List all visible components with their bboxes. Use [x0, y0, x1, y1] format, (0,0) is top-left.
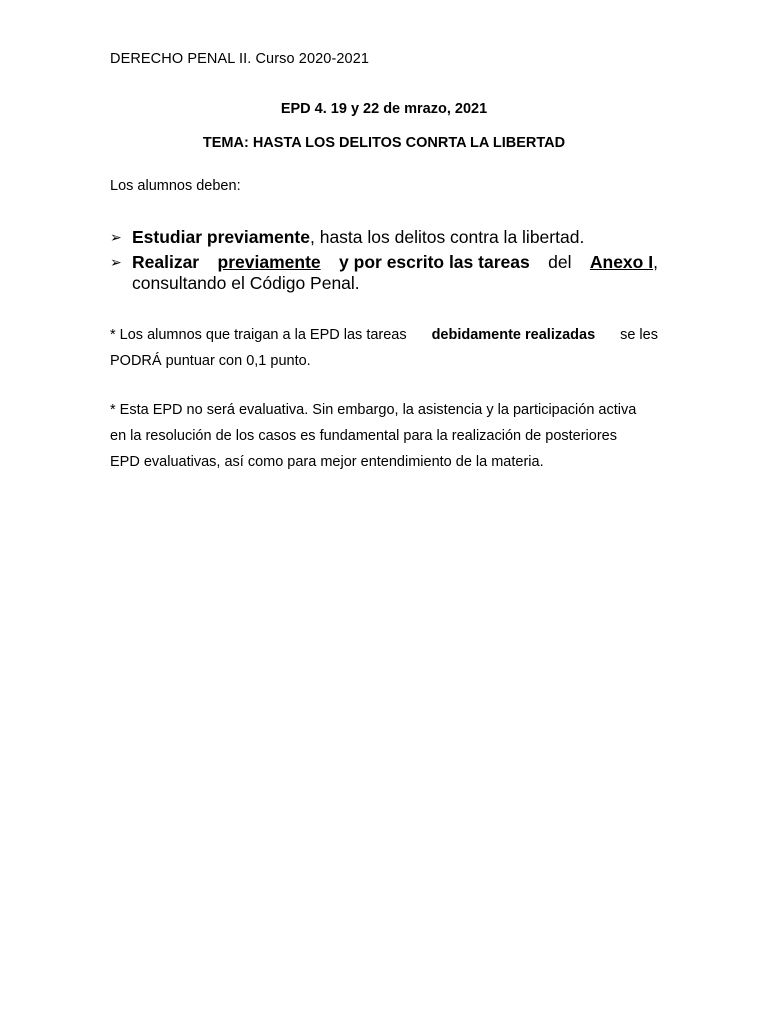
- task-study-rest: , hasta los delitos contra la libertad.: [309, 227, 585, 247]
- task-item-realize: [110, 252, 658, 294]
- note-grading-start: * Los alumnos que traigan a la EPD las tareas: [110, 327, 407, 343]
- arrow-bullet-icon: ➢: [110, 229, 122, 245]
- task-list: [110, 227, 658, 298]
- task-del-word: del: [548, 252, 572, 272]
- note-grading-line2: PODRÁ puntuar con 0,1 punto.: [110, 353, 311, 369]
- note-grading-line1: [110, 322, 658, 348]
- note-evaluation-line3: EPD evaluativas, así como para mejor entendimiento de la materia.: [110, 454, 544, 470]
- anexo-link-text: Anexo I: [589, 252, 654, 272]
- task-realize-line2: consultando el Código Penal.: [132, 273, 360, 293]
- arrow-bullet-icon: ➢: [110, 254, 122, 270]
- task-study-bold: Estudiar previamente: [132, 227, 310, 247]
- note-evaluation-line2: en la resolución de los casos es fundamental para la realización de posteriores: [110, 428, 617, 444]
- task-item-study: [110, 227, 658, 248]
- epd-title: EPD 4. 19 y 22 de mrazo, 2021: [280, 101, 488, 117]
- note-evaluation: [110, 397, 658, 475]
- task-realize-word: Realizar: [132, 252, 200, 272]
- note-grading: [110, 322, 658, 374]
- task-written-phrase: y por escrito las tareas: [339, 252, 530, 272]
- note-grading-end: se les: [620, 327, 658, 343]
- task-previamente-underlined: previamente: [217, 252, 321, 272]
- tema-title: TEMA: HASTA LOS DELITOS CONRTA LA LIBERTAD: [202, 135, 566, 151]
- task-realize-line1: [132, 252, 658, 273]
- intro-text: Los alumnos deben:: [110, 178, 241, 194]
- task-comma: ,: [653, 252, 658, 272]
- note-grading-bold: debidamente realizadas: [431, 327, 596, 343]
- note-evaluation-line1: * Esta EPD no será evaluativa. Sin embargo, la asistencia y la participación activa: [110, 402, 637, 418]
- course-header: DERECHO PENAL II. Curso 2020-2021: [110, 51, 370, 67]
